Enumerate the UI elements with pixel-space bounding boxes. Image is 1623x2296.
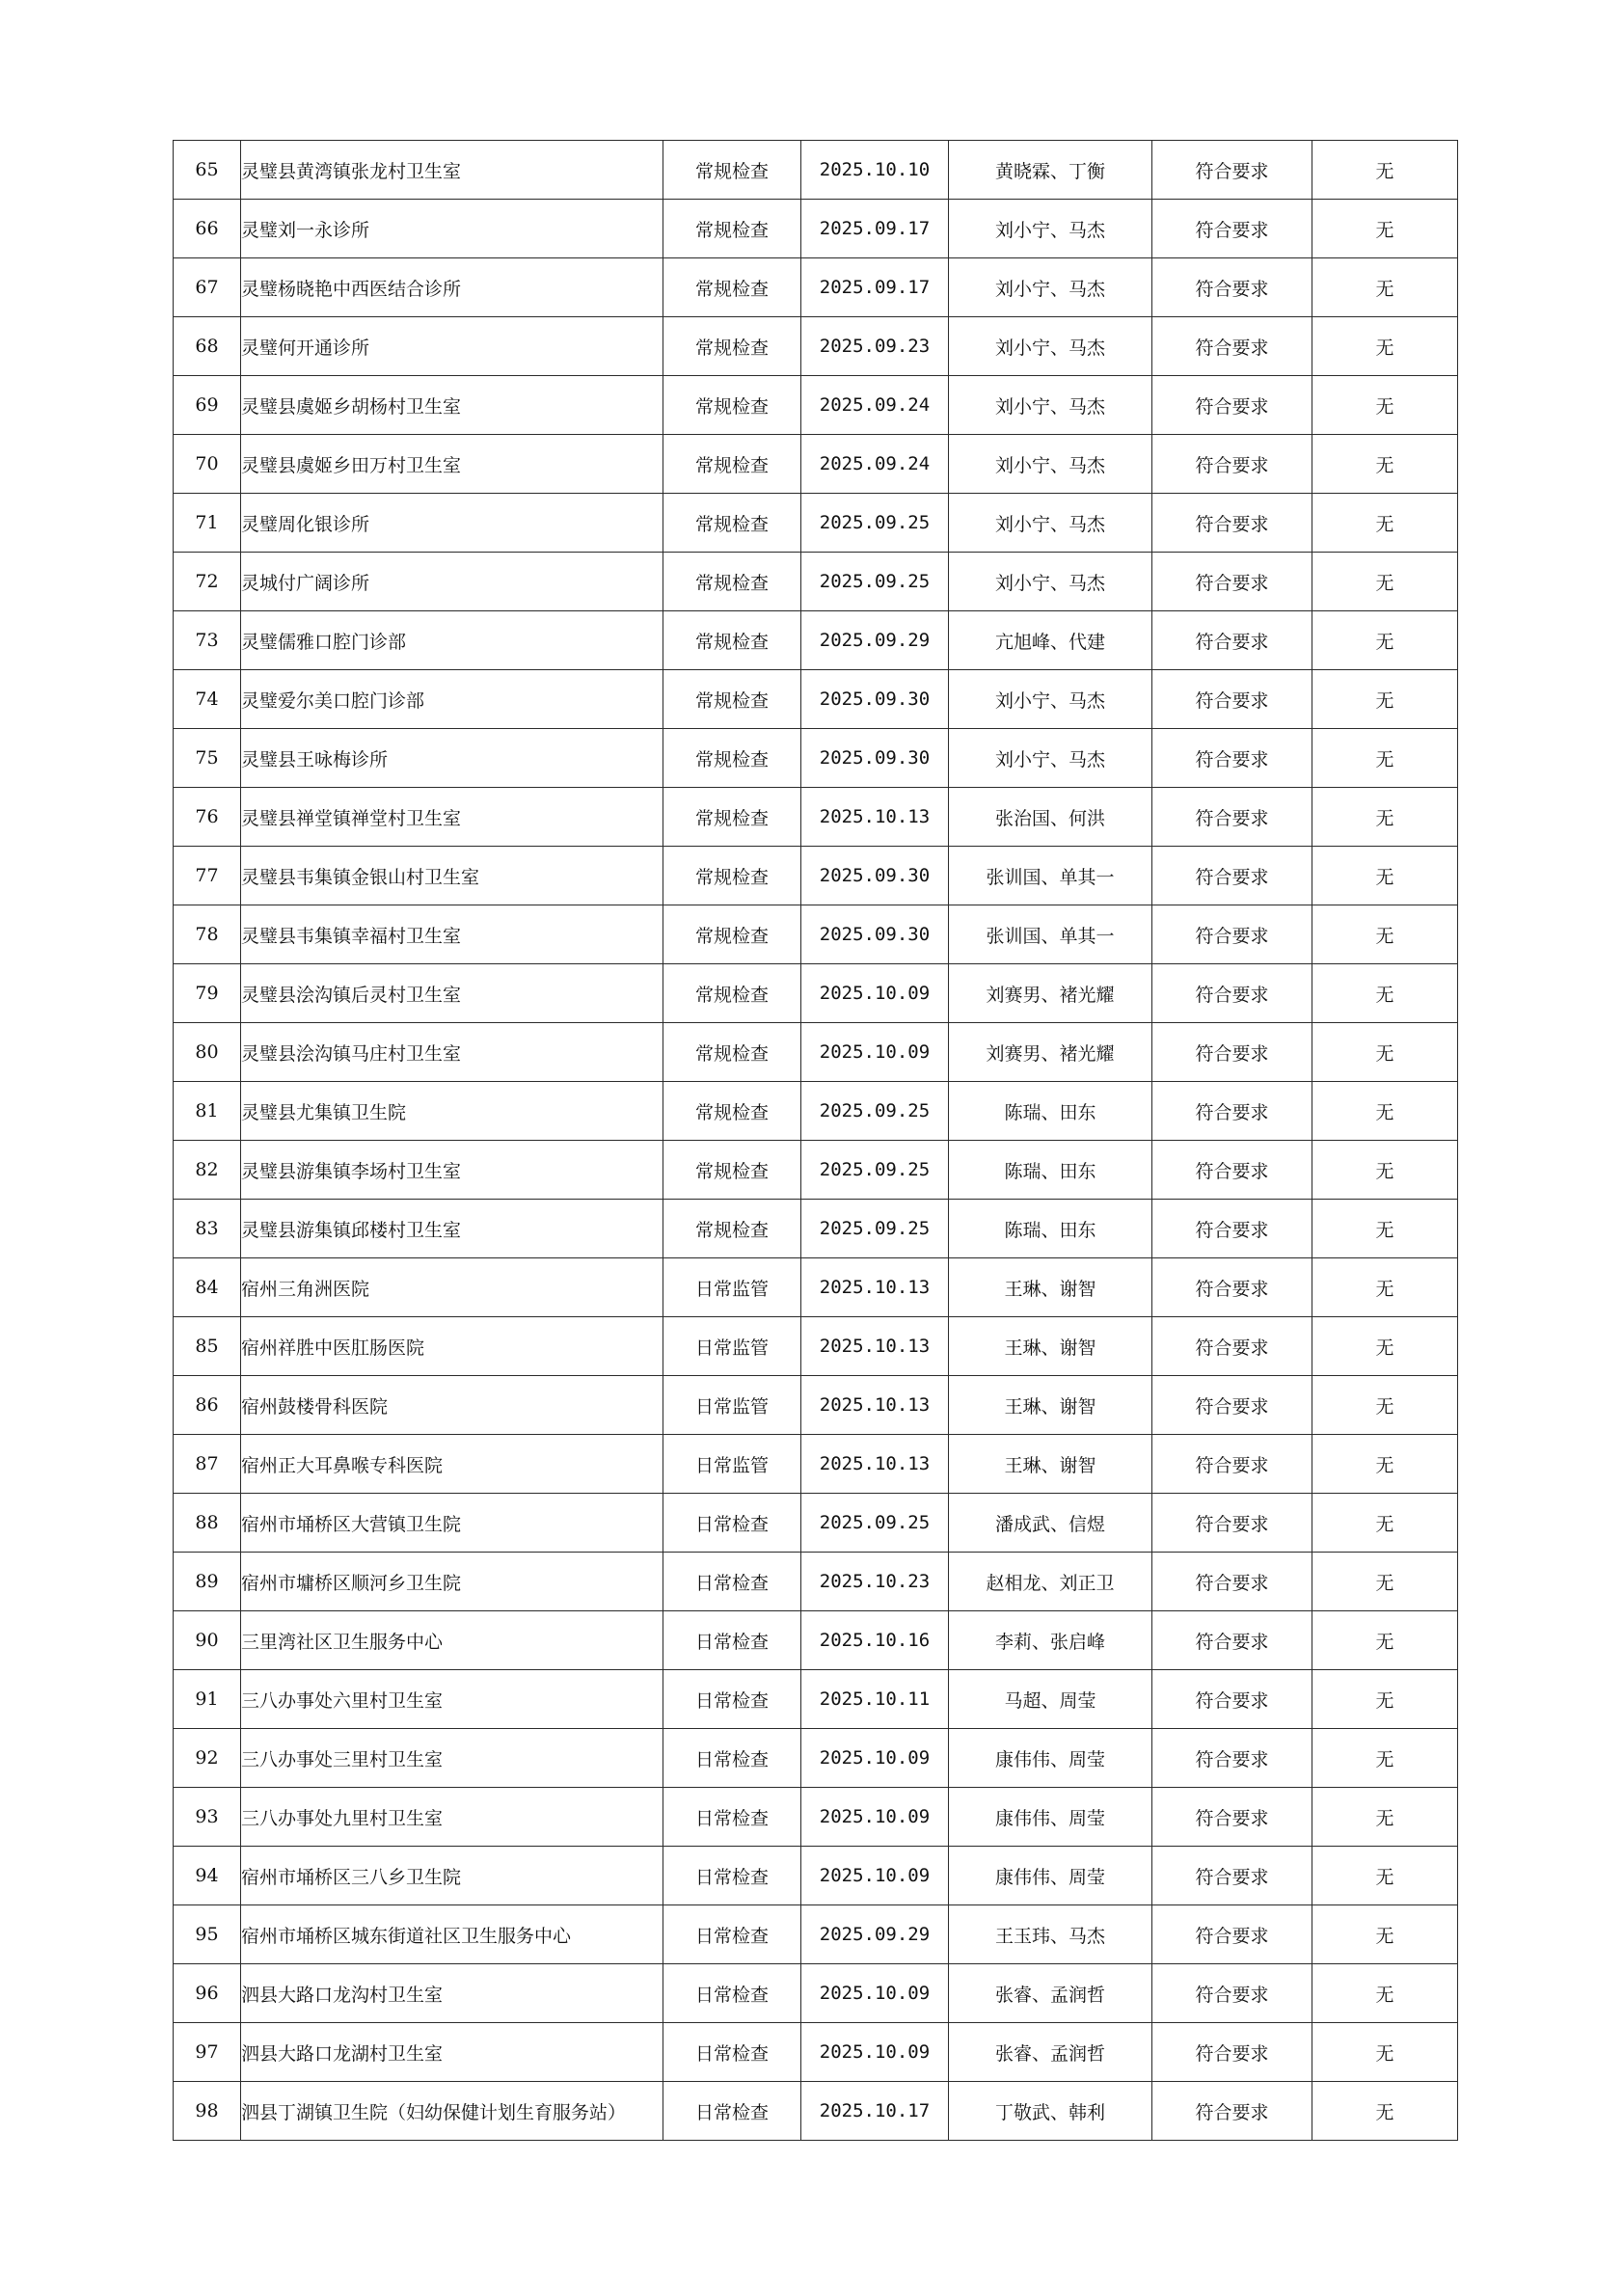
result-cell: 符合要求 — [1152, 1788, 1312, 1847]
issue-cell: 无 — [1312, 1670, 1458, 1729]
inspectors-cell: 康伟伟、周莹 — [949, 1729, 1152, 1788]
inspection-type-cell: 日常检查 — [663, 1670, 801, 1729]
result-cell: 符合要求 — [1152, 1082, 1312, 1141]
inspection-date-cell: 2025.10.13 — [801, 1376, 949, 1435]
row-number-cell: 88 — [174, 1494, 241, 1553]
inspectors-cell: 刘小宁、马杰 — [949, 376, 1152, 435]
table-row — [174, 788, 1458, 847]
inspection-date-cell: 2025.10.09 — [801, 1847, 949, 1905]
row-number-cell: 97 — [174, 2023, 241, 2082]
table-row — [174, 258, 1458, 317]
table-row — [174, 964, 1458, 1023]
result-cell: 符合要求 — [1152, 141, 1312, 200]
table-row — [174, 1670, 1458, 1729]
result-cell: 符合要求 — [1152, 2082, 1312, 2141]
inspectors-cell: 李莉、张启峰 — [949, 1611, 1152, 1670]
inspectors-cell: 亢旭峰、代建 — [949, 611, 1152, 670]
inspectors-cell: 刘小宁、马杰 — [949, 317, 1152, 376]
inspectors-cell: 康伟伟、周莹 — [949, 1847, 1152, 1905]
inspection-records-table — [173, 140, 1458, 2141]
row-number-cell: 86 — [174, 1376, 241, 1435]
table-row — [174, 141, 1458, 200]
table-row — [174, 2082, 1458, 2141]
issue-cell: 无 — [1312, 847, 1458, 905]
inspection-type-cell: 日常检查 — [663, 1964, 801, 2023]
result-cell: 符合要求 — [1152, 1964, 1312, 2023]
inspection-date-cell: 2025.09.30 — [801, 729, 949, 788]
issue-cell: 无 — [1312, 1376, 1458, 1435]
inspectors-cell: 康伟伟、周莹 — [949, 1788, 1152, 1847]
row-number-cell: 81 — [174, 1082, 241, 1141]
result-cell: 符合要求 — [1152, 788, 1312, 847]
inspection-date-cell: 2025.10.09 — [801, 1964, 949, 2023]
inspectors-cell: 刘小宁、马杰 — [949, 729, 1152, 788]
table-row — [174, 1023, 1458, 1082]
inspection-date-cell: 2025.10.10 — [801, 141, 949, 200]
inspection-date-cell: 2025.09.25 — [801, 553, 949, 611]
result-cell: 符合要求 — [1152, 964, 1312, 1023]
inspectors-cell: 王琳、谢智 — [949, 1258, 1152, 1317]
row-number-cell: 78 — [174, 905, 241, 964]
result-cell: 符合要求 — [1152, 1553, 1312, 1611]
issue-cell: 无 — [1312, 1788, 1458, 1847]
table-row — [174, 200, 1458, 258]
institution-name-cell: 泗县大路口龙沟村卫生室 — [241, 1964, 663, 2023]
result-cell: 符合要求 — [1152, 1317, 1312, 1376]
inspection-date-cell: 2025.09.24 — [801, 435, 949, 494]
issue-cell: 无 — [1312, 1553, 1458, 1611]
result-cell: 符合要求 — [1152, 1847, 1312, 1905]
institution-name-cell: 三八办事处九里村卫生室 — [241, 1788, 663, 1847]
inspectors-cell: 刘小宁、马杰 — [949, 258, 1152, 317]
result-cell: 符合要求 — [1152, 1611, 1312, 1670]
institution-name-cell: 三八办事处六里村卫生室 — [241, 1670, 663, 1729]
issue-cell: 无 — [1312, 1611, 1458, 1670]
table-row — [174, 553, 1458, 611]
inspection-date-cell: 2025.09.17 — [801, 200, 949, 258]
issue-cell: 无 — [1312, 141, 1458, 200]
inspectors-cell: 刘小宁、马杰 — [949, 494, 1152, 553]
institution-name-cell: 灵璧县尤集镇卫生院 — [241, 1082, 663, 1141]
inspection-type-cell: 常规检查 — [663, 1141, 801, 1200]
issue-cell: 无 — [1312, 200, 1458, 258]
issue-cell: 无 — [1312, 611, 1458, 670]
inspection-date-cell: 2025.10.16 — [801, 1611, 949, 1670]
inspection-type-cell: 常规检查 — [663, 1023, 801, 1082]
inspectors-cell: 张治国、何洪 — [949, 788, 1152, 847]
row-number-cell: 74 — [174, 670, 241, 729]
inspection-date-cell: 2025.10.11 — [801, 1670, 949, 1729]
inspection-type-cell: 常规检查 — [663, 670, 801, 729]
row-number-cell: 96 — [174, 1964, 241, 2023]
inspection-date-cell: 2025.10.09 — [801, 964, 949, 1023]
institution-name-cell: 灵璧县黄湾镇张龙村卫生室 — [241, 141, 663, 200]
issue-cell: 无 — [1312, 2023, 1458, 2082]
result-cell: 符合要求 — [1152, 1023, 1312, 1082]
inspectors-cell: 潘成武、信煜 — [949, 1494, 1152, 1553]
inspection-type-cell: 常规检查 — [663, 611, 801, 670]
institution-name-cell: 灵璧县虞姬乡田万村卫生室 — [241, 435, 663, 494]
inspectors-cell: 刘赛男、褚光耀 — [949, 1023, 1152, 1082]
institution-name-cell: 三里湾社区卫生服务中心 — [241, 1611, 663, 1670]
inspection-date-cell: 2025.09.30 — [801, 670, 949, 729]
result-cell: 符合要求 — [1152, 1670, 1312, 1729]
inspection-type-cell: 日常检查 — [663, 1788, 801, 1847]
inspection-type-cell: 日常检查 — [663, 1553, 801, 1611]
inspection-type-cell: 日常监管 — [663, 1435, 801, 1494]
table-row — [174, 1905, 1458, 1964]
row-number-cell: 80 — [174, 1023, 241, 1082]
issue-cell: 无 — [1312, 376, 1458, 435]
row-number-cell: 73 — [174, 611, 241, 670]
row-number-cell: 75 — [174, 729, 241, 788]
table-row — [174, 2023, 1458, 2082]
inspectors-cell: 黄晓霖、丁衡 — [949, 141, 1152, 200]
inspection-type-cell: 常规检查 — [663, 1200, 801, 1258]
table-row — [174, 1729, 1458, 1788]
inspection-date-cell: 2025.09.25 — [801, 494, 949, 553]
issue-cell: 无 — [1312, 1905, 1458, 1964]
institution-name-cell: 灵璧刘一永诊所 — [241, 200, 663, 258]
institution-name-cell: 宿州鼓楼骨科医院 — [241, 1376, 663, 1435]
inspection-date-cell: 2025.10.09 — [801, 1023, 949, 1082]
inspection-date-cell: 2025.10.13 — [801, 1258, 949, 1317]
inspection-type-cell: 日常监管 — [663, 1258, 801, 1317]
table-row — [174, 435, 1458, 494]
table-row — [174, 1141, 1458, 1200]
inspectors-cell: 刘赛男、褚光耀 — [949, 964, 1152, 1023]
row-number-cell: 72 — [174, 553, 241, 611]
inspection-type-cell: 日常检查 — [663, 2082, 801, 2141]
table-row — [174, 1317, 1458, 1376]
inspection-type-cell: 常规检查 — [663, 553, 801, 611]
inspectors-cell: 刘小宁、马杰 — [949, 553, 1152, 611]
inspection-type-cell: 日常检查 — [663, 1611, 801, 1670]
result-cell: 符合要求 — [1152, 670, 1312, 729]
row-number-cell: 94 — [174, 1847, 241, 1905]
inspectors-cell: 王琳、谢智 — [949, 1435, 1152, 1494]
inspection-date-cell: 2025.09.24 — [801, 376, 949, 435]
inspection-date-cell: 2025.10.13 — [801, 788, 949, 847]
inspectors-cell: 刘小宁、马杰 — [949, 435, 1152, 494]
inspection-date-cell: 2025.10.09 — [801, 1729, 949, 1788]
inspection-date-cell: 2025.09.25 — [801, 1082, 949, 1141]
inspection-type-cell: 常规检查 — [663, 317, 801, 376]
inspectors-cell: 丁敬武、韩利 — [949, 2082, 1152, 2141]
inspection-date-cell: 2025.10.17 — [801, 2082, 949, 2141]
row-number-cell: 69 — [174, 376, 241, 435]
row-number-cell: 82 — [174, 1141, 241, 1200]
inspectors-cell: 赵相龙、刘正卫 — [949, 1553, 1152, 1611]
institution-name-cell: 灵璧爱尔美口腔门诊部 — [241, 670, 663, 729]
inspectors-cell: 张训国、单其一 — [949, 905, 1152, 964]
issue-cell: 无 — [1312, 1729, 1458, 1788]
inspection-type-cell: 日常检查 — [663, 1494, 801, 1553]
table-row — [174, 1435, 1458, 1494]
result-cell: 符合要求 — [1152, 1200, 1312, 1258]
issue-cell: 无 — [1312, 1317, 1458, 1376]
institution-name-cell: 灵璧杨晓艳中西医结合诊所 — [241, 258, 663, 317]
institution-name-cell: 灵璧县游集镇李场村卫生室 — [241, 1141, 663, 1200]
table-row — [174, 1964, 1458, 2023]
result-cell: 符合要求 — [1152, 200, 1312, 258]
table-row — [174, 1788, 1458, 1847]
inspection-type-cell: 常规检查 — [663, 964, 801, 1023]
result-cell: 符合要求 — [1152, 1376, 1312, 1435]
inspection-type-cell: 常规检查 — [663, 788, 801, 847]
result-cell: 符合要求 — [1152, 1905, 1312, 1964]
institution-name-cell: 宿州市埇桥区大营镇卫生院 — [241, 1494, 663, 1553]
row-number-cell: 71 — [174, 494, 241, 553]
row-number-cell: 90 — [174, 1611, 241, 1670]
inspectors-cell: 陈瑞、田东 — [949, 1141, 1152, 1200]
inspection-type-cell: 常规检查 — [663, 1082, 801, 1141]
inspectors-cell: 刘小宁、马杰 — [949, 200, 1152, 258]
institution-name-cell: 灵璧县虞姬乡胡杨村卫生室 — [241, 376, 663, 435]
table-row — [174, 905, 1458, 964]
row-number-cell: 95 — [174, 1905, 241, 1964]
institution-name-cell: 灵璧县浍沟镇后灵村卫生室 — [241, 964, 663, 1023]
result-cell: 符合要求 — [1152, 729, 1312, 788]
inspection-date-cell: 2025.09.25 — [801, 1200, 949, 1258]
result-cell: 符合要求 — [1152, 494, 1312, 553]
issue-cell: 无 — [1312, 964, 1458, 1023]
institution-name-cell: 宿州市埇桥区三八乡卫生院 — [241, 1847, 663, 1905]
institution-name-cell: 宿州祥胜中医肛肠医院 — [241, 1317, 663, 1376]
institution-name-cell: 泗县丁湖镇卫生院（妇幼保健计划生育服务站） — [241, 2082, 663, 2141]
inspectors-cell: 马超、周莹 — [949, 1670, 1152, 1729]
table-row — [174, 494, 1458, 553]
inspection-type-cell: 常规检查 — [663, 729, 801, 788]
inspectors-cell: 王琳、谢智 — [949, 1376, 1152, 1435]
institution-name-cell: 灵璧何开通诊所 — [241, 317, 663, 376]
issue-cell: 无 — [1312, 317, 1458, 376]
result-cell: 符合要求 — [1152, 847, 1312, 905]
inspection-date-cell: 2025.09.17 — [801, 258, 949, 317]
row-number-cell: 70 — [174, 435, 241, 494]
result-cell: 符合要求 — [1152, 905, 1312, 964]
issue-cell: 无 — [1312, 435, 1458, 494]
inspectors-cell: 陈瑞、田东 — [949, 1082, 1152, 1141]
row-number-cell: 91 — [174, 1670, 241, 1729]
inspection-type-cell: 常规检查 — [663, 847, 801, 905]
issue-cell: 无 — [1312, 1200, 1458, 1258]
table-row — [174, 1200, 1458, 1258]
table-row — [174, 317, 1458, 376]
inspection-type-cell: 常规检查 — [663, 494, 801, 553]
row-number-cell: 65 — [174, 141, 241, 200]
institution-name-cell: 宿州三角洲医院 — [241, 1258, 663, 1317]
result-cell: 符合要求 — [1152, 2023, 1312, 2082]
inspectors-cell: 陈瑞、田东 — [949, 1200, 1152, 1258]
row-number-cell: 77 — [174, 847, 241, 905]
inspection-type-cell: 常规检查 — [663, 200, 801, 258]
row-number-cell: 66 — [174, 200, 241, 258]
issue-cell: 无 — [1312, 729, 1458, 788]
issue-cell: 无 — [1312, 1435, 1458, 1494]
institution-name-cell: 灵璧县浍沟镇马庄村卫生室 — [241, 1023, 663, 1082]
inspection-date-cell: 2025.09.25 — [801, 1141, 949, 1200]
inspectors-cell: 张睿、孟润哲 — [949, 2023, 1152, 2082]
issue-cell: 无 — [1312, 1141, 1458, 1200]
row-number-cell: 92 — [174, 1729, 241, 1788]
institution-name-cell: 宿州市墉桥区顺河乡卫生院 — [241, 1553, 663, 1611]
inspection-date-cell: 2025.10.09 — [801, 1788, 949, 1847]
table-row — [174, 1082, 1458, 1141]
institution-name-cell: 三八办事处三里村卫生室 — [241, 1729, 663, 1788]
inspection-type-cell: 常规检查 — [663, 435, 801, 494]
issue-cell: 无 — [1312, 1258, 1458, 1317]
table-row — [174, 670, 1458, 729]
table-row — [174, 847, 1458, 905]
result-cell: 符合要求 — [1152, 611, 1312, 670]
table-body — [174, 141, 1458, 2141]
issue-cell: 无 — [1312, 258, 1458, 317]
result-cell: 符合要求 — [1152, 1435, 1312, 1494]
institution-name-cell: 灵璧周化银诊所 — [241, 494, 663, 553]
inspection-date-cell: 2025.09.30 — [801, 847, 949, 905]
institution-name-cell: 灵璧县王咏梅诊所 — [241, 729, 663, 788]
table-row — [174, 1553, 1458, 1611]
inspection-type-cell: 日常检查 — [663, 1729, 801, 1788]
table-row — [174, 611, 1458, 670]
document-page — [173, 140, 1457, 2141]
result-cell: 符合要求 — [1152, 376, 1312, 435]
inspection-type-cell: 日常检查 — [663, 1847, 801, 1905]
inspection-date-cell: 2025.09.23 — [801, 317, 949, 376]
issue-cell: 无 — [1312, 1494, 1458, 1553]
inspection-type-cell: 日常监管 — [663, 1317, 801, 1376]
result-cell: 符合要求 — [1152, 258, 1312, 317]
institution-name-cell: 灵璧县游集镇邱楼村卫生室 — [241, 1200, 663, 1258]
result-cell: 符合要求 — [1152, 1141, 1312, 1200]
inspectors-cell: 王玉玮、马杰 — [949, 1905, 1152, 1964]
inspectors-cell: 张睿、孟润哲 — [949, 1964, 1152, 2023]
table-row — [174, 729, 1458, 788]
inspectors-cell: 刘小宁、马杰 — [949, 670, 1152, 729]
row-number-cell: 68 — [174, 317, 241, 376]
issue-cell: 无 — [1312, 1847, 1458, 1905]
inspection-type-cell: 常规检查 — [663, 258, 801, 317]
institution-name-cell: 泗县大路口龙湖村卫生室 — [241, 2023, 663, 2082]
issue-cell: 无 — [1312, 788, 1458, 847]
row-number-cell: 89 — [174, 1553, 241, 1611]
inspection-date-cell: 2025.10.13 — [801, 1317, 949, 1376]
result-cell: 符合要求 — [1152, 553, 1312, 611]
inspection-date-cell: 2025.09.29 — [801, 611, 949, 670]
table-row — [174, 1847, 1458, 1905]
table-row — [174, 1258, 1458, 1317]
institution-name-cell: 灵璧县韦集镇幸福村卫生室 — [241, 905, 663, 964]
inspectors-cell: 王琳、谢智 — [949, 1317, 1152, 1376]
table-row — [174, 1611, 1458, 1670]
inspection-date-cell: 2025.10.23 — [801, 1553, 949, 1611]
issue-cell: 无 — [1312, 1082, 1458, 1141]
row-number-cell: 67 — [174, 258, 241, 317]
issue-cell: 无 — [1312, 1023, 1458, 1082]
table-row — [174, 1376, 1458, 1435]
issue-cell: 无 — [1312, 1964, 1458, 2023]
inspection-date-cell: 2025.09.30 — [801, 905, 949, 964]
inspection-date-cell: 2025.09.29 — [801, 1905, 949, 1964]
row-number-cell: 85 — [174, 1317, 241, 1376]
result-cell: 符合要求 — [1152, 1494, 1312, 1553]
inspection-date-cell: 2025.10.13 — [801, 1435, 949, 1494]
inspection-date-cell: 2025.10.09 — [801, 2023, 949, 2082]
table-row — [174, 1494, 1458, 1553]
inspection-type-cell: 常规检查 — [663, 376, 801, 435]
row-number-cell: 98 — [174, 2082, 241, 2141]
table-row — [174, 376, 1458, 435]
inspection-type-cell: 日常监管 — [663, 1376, 801, 1435]
issue-cell: 无 — [1312, 494, 1458, 553]
inspection-type-cell: 常规检查 — [663, 905, 801, 964]
row-number-cell: 79 — [174, 964, 241, 1023]
row-number-cell: 84 — [174, 1258, 241, 1317]
institution-name-cell: 灵璧县韦集镇金银山村卫生室 — [241, 847, 663, 905]
issue-cell: 无 — [1312, 905, 1458, 964]
row-number-cell: 87 — [174, 1435, 241, 1494]
result-cell: 符合要求 — [1152, 317, 1312, 376]
row-number-cell: 83 — [174, 1200, 241, 1258]
result-cell: 符合要求 — [1152, 1258, 1312, 1317]
result-cell: 符合要求 — [1152, 435, 1312, 494]
institution-name-cell: 灵城付广阔诊所 — [241, 553, 663, 611]
row-number-cell: 93 — [174, 1788, 241, 1847]
inspection-type-cell: 常规检查 — [663, 141, 801, 200]
inspection-date-cell: 2025.09.25 — [801, 1494, 949, 1553]
inspection-type-cell: 日常检查 — [663, 1905, 801, 1964]
inspectors-cell: 张训国、单其一 — [949, 847, 1152, 905]
issue-cell: 无 — [1312, 670, 1458, 729]
result-cell: 符合要求 — [1152, 1729, 1312, 1788]
institution-name-cell: 宿州市埇桥区城东街道社区卫生服务中心 — [241, 1905, 663, 1964]
institution-name-cell: 灵璧儒雅口腔门诊部 — [241, 611, 663, 670]
issue-cell: 无 — [1312, 2082, 1458, 2141]
institution-name-cell: 宿州正大耳鼻喉专科医院 — [241, 1435, 663, 1494]
institution-name-cell: 灵璧县禅堂镇禅堂村卫生室 — [241, 788, 663, 847]
row-number-cell: 76 — [174, 788, 241, 847]
issue-cell: 无 — [1312, 553, 1458, 611]
inspection-type-cell: 日常检查 — [663, 2023, 801, 2082]
